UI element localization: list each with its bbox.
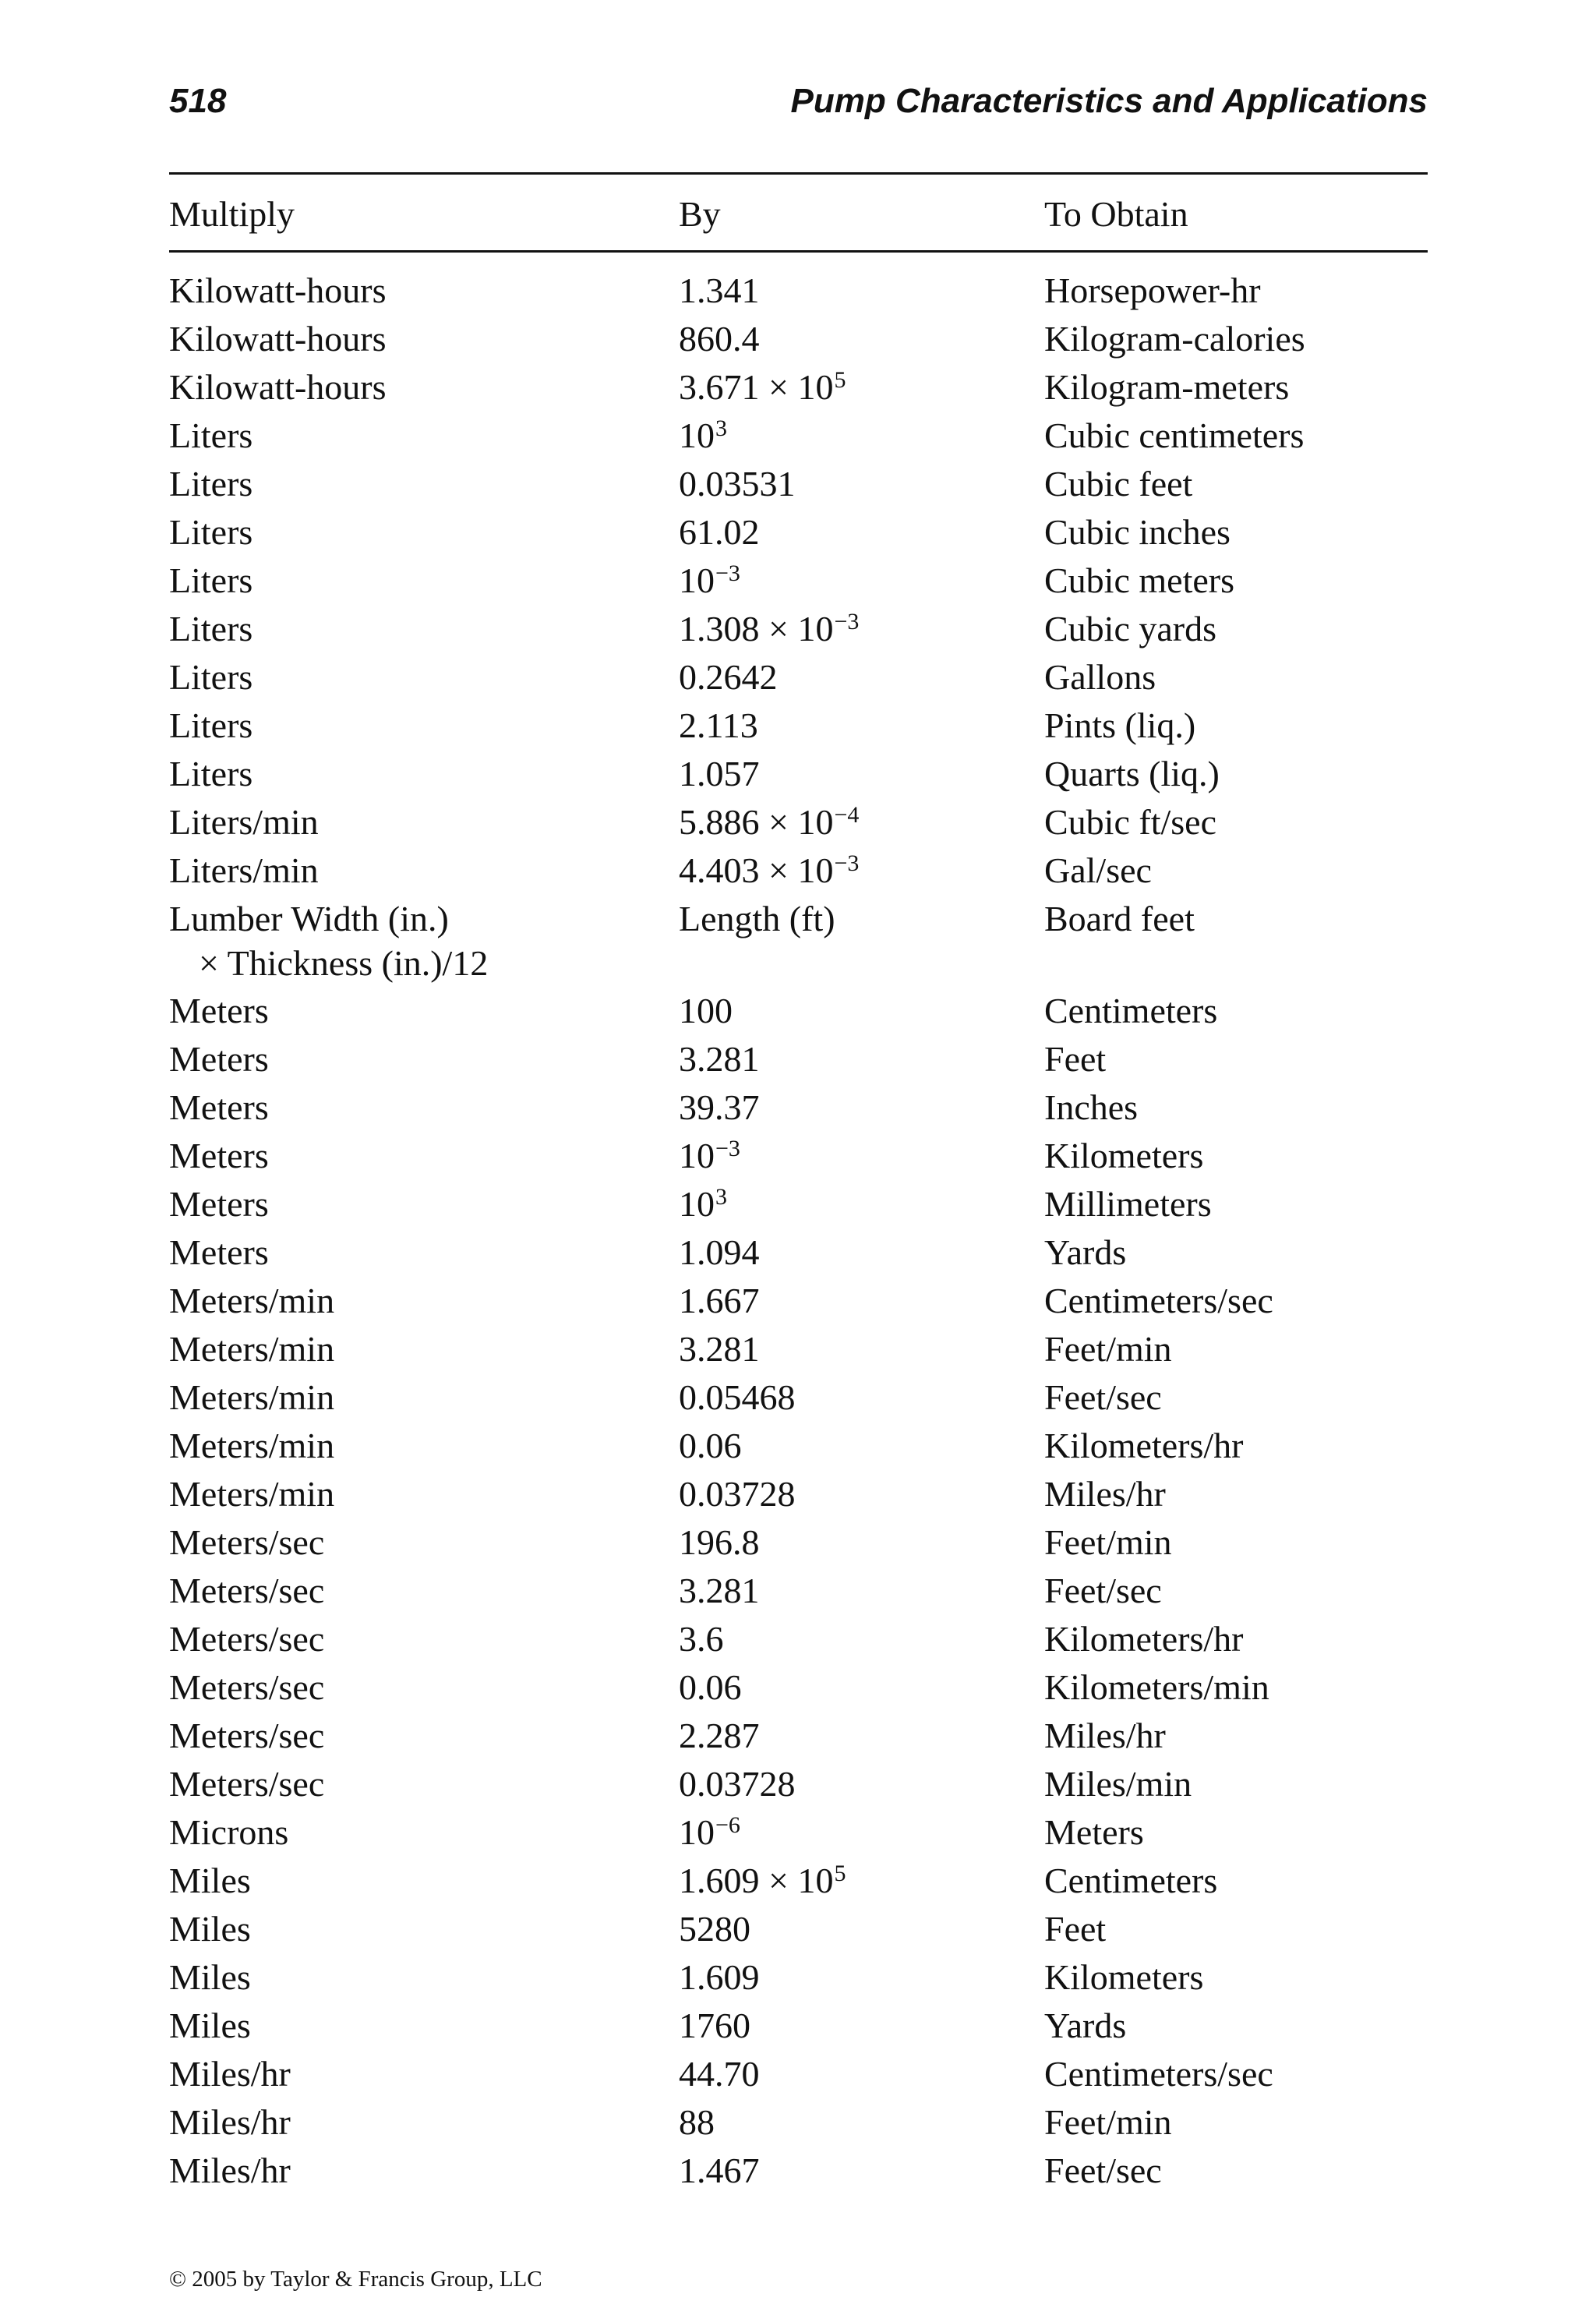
cell-to-obtain: Cubic inches xyxy=(1044,512,1231,552)
cell-to-obtain: Kilometers/hr xyxy=(1044,1619,1244,1659)
cell-multiply xyxy=(169,653,252,702)
factor-base: 10 xyxy=(679,560,715,600)
multiply-text: Meters/sec xyxy=(169,1571,325,1610)
factor-base: 10 xyxy=(679,1184,715,1224)
cell-multiply xyxy=(169,1325,334,1373)
factor-base: 10 xyxy=(679,415,715,455)
table-row xyxy=(0,412,1596,460)
multiply-text: Miles xyxy=(169,1957,251,1997)
factor-base: 3.281 xyxy=(679,1039,760,1079)
table-row xyxy=(0,1083,1596,1132)
table-row xyxy=(0,846,1596,895)
factor-base: 196.8 xyxy=(679,1522,760,1562)
cell-multiply xyxy=(169,557,252,605)
table-top-rule xyxy=(169,172,1428,175)
cell-multiply xyxy=(169,750,252,798)
cell-multiply xyxy=(169,1228,269,1277)
cell-multiply xyxy=(169,1663,324,1712)
table-row xyxy=(0,1470,1596,1518)
cell-multiply xyxy=(169,702,252,750)
cell-by xyxy=(679,2147,760,2195)
cell-to-obtain: Cubic centimeters xyxy=(1044,415,1305,455)
table-row xyxy=(0,508,1596,557)
factor-base: 1760 xyxy=(679,2006,750,2045)
cell-multiply xyxy=(169,605,252,653)
table-row xyxy=(0,557,1596,605)
cell-to-obtain: Horsepower-hr xyxy=(1044,270,1261,310)
multiply-text: Miles xyxy=(169,1909,251,1949)
table-row xyxy=(0,1953,1596,2002)
factor-base: 39.37 xyxy=(679,1087,760,1127)
cell-by xyxy=(679,1422,742,1470)
multiply-text: Meters xyxy=(169,1232,269,1272)
cell-multiply xyxy=(169,1470,334,1518)
factor-base: 3.281 xyxy=(679,1329,760,1369)
cell-multiply xyxy=(169,315,387,363)
cell-to-obtain: Centimeters/sec xyxy=(1044,2054,1273,2094)
table-row xyxy=(0,605,1596,653)
cell-by xyxy=(679,2050,760,2098)
cell-to-obtain: Feet/min xyxy=(1044,2102,1172,2142)
factor-base: 0.06 xyxy=(679,1426,742,1465)
factor-base: 2.113 xyxy=(679,705,758,745)
cell-by xyxy=(679,1905,750,1953)
multiply-text: Kilowatt-hours xyxy=(169,270,387,310)
cell-multiply xyxy=(169,1953,251,2002)
factor-exponent: −6 xyxy=(715,1812,740,1838)
cell-multiply xyxy=(169,1905,251,1953)
table-row xyxy=(0,1325,1596,1373)
multiply-text: Liters xyxy=(169,657,253,697)
factor-exponent: 5 xyxy=(834,367,846,393)
multiply-text: Liters xyxy=(169,415,253,455)
cell-multiply xyxy=(169,1760,324,1808)
table-row xyxy=(0,1180,1596,1228)
multiply-text: Meters/sec xyxy=(169,1716,325,1755)
cell-by xyxy=(679,1277,760,1325)
cell-multiply xyxy=(169,1277,334,1325)
cell-multiply xyxy=(169,1035,269,1083)
factor-base: 1.609 × 10 xyxy=(679,1861,834,1900)
table-row xyxy=(0,2002,1596,2050)
cell-multiply xyxy=(169,1857,251,1905)
cell-by xyxy=(679,1470,796,1518)
cell-to-obtain: Yards xyxy=(1044,1232,1127,1272)
cell-multiply xyxy=(169,896,606,985)
factor-base: 0.06 xyxy=(679,1667,742,1707)
multiply-text: Liters/min xyxy=(169,802,319,842)
cell-to-obtain: Kilogram-meters xyxy=(1044,367,1290,407)
cell-by xyxy=(679,1663,742,1712)
cell-by xyxy=(679,1325,760,1373)
multiply-text: Miles/hr xyxy=(169,2054,291,2094)
factor-base: 100 xyxy=(679,991,733,1030)
factor-exponent: −3 xyxy=(715,1136,740,1161)
multiply-text: Meters/min xyxy=(169,1426,335,1465)
factor-exponent: 3 xyxy=(715,1184,727,1210)
table-row xyxy=(0,750,1596,798)
cell-to-obtain: Cubic ft/sec xyxy=(1044,802,1216,842)
factor-base: 1.467 xyxy=(679,2151,760,2190)
cell-multiply xyxy=(169,1180,269,1228)
multiply-text: Meters/min xyxy=(169,1474,335,1514)
cell-by xyxy=(679,412,727,465)
cell-by xyxy=(679,1857,846,1910)
multiply-continuation: × Thickness (in.)/12 xyxy=(199,943,489,983)
cell-to-obtain: Kilometers xyxy=(1044,1957,1204,1997)
table-row xyxy=(0,798,1596,846)
column-header-to-obtain: To Obtain xyxy=(1044,194,1188,234)
table-row xyxy=(0,363,1596,412)
multiply-text: Meters xyxy=(169,1184,269,1224)
factor-base: 88 xyxy=(679,2102,715,2142)
cell-multiply xyxy=(169,460,252,508)
cell-multiply xyxy=(169,363,387,412)
cell-by xyxy=(679,1228,760,1277)
cell-to-obtain: Feet/min xyxy=(1044,1329,1172,1369)
cell-multiply xyxy=(169,1567,324,1615)
cell-by xyxy=(679,508,760,557)
factor-base: 1.308 × 10 xyxy=(679,609,834,649)
cell-to-obtain: Miles/hr xyxy=(1044,1474,1166,1514)
cell-by xyxy=(679,315,760,363)
factor-base: 61.02 xyxy=(679,512,760,552)
multiply-text: Meters/sec xyxy=(169,1764,325,1804)
cell-to-obtain: Kilometers xyxy=(1044,1136,1204,1175)
cell-to-obtain: Kilogram-calories xyxy=(1044,319,1305,359)
cell-by xyxy=(679,1083,760,1132)
table-row xyxy=(0,460,1596,508)
cell-multiply xyxy=(169,1615,324,1663)
multiply-text: Meters/sec xyxy=(169,1619,325,1659)
multiply-text: Meters xyxy=(169,1136,269,1175)
factor-exponent: 3 xyxy=(715,415,727,441)
factor-base: 10 xyxy=(679,1136,715,1175)
cell-by xyxy=(679,1035,760,1083)
cell-to-obtain: Feet/sec xyxy=(1044,1571,1162,1610)
cell-multiply xyxy=(169,846,319,895)
factor-base: 2.287 xyxy=(679,1716,760,1755)
multiply-text: Liters xyxy=(169,754,253,793)
multiply-text: Kilowatt-hours xyxy=(169,319,387,359)
multiply-text: Meters xyxy=(169,991,269,1030)
factor-base: 0.03728 xyxy=(679,1764,796,1804)
cell-to-obtain: Pints (liq.) xyxy=(1044,705,1196,745)
cell-multiply xyxy=(169,1422,334,1470)
multiply-text: Meters xyxy=(169,1039,269,1079)
cell-multiply xyxy=(169,1518,324,1567)
table-row xyxy=(0,315,1596,363)
factor-base: 0.05468 xyxy=(679,1377,796,1417)
cell-by xyxy=(679,1132,740,1185)
table-row xyxy=(0,1905,1596,1953)
cell-by xyxy=(679,653,778,702)
multiply-text: Liters xyxy=(169,560,253,600)
multiply-text: Liters xyxy=(169,512,253,552)
cell-to-obtain: Cubic feet xyxy=(1044,464,1193,504)
column-header-multiply: Multiply xyxy=(169,194,295,234)
multiply-text: Lumber Width (in.) xyxy=(169,899,449,938)
cell-to-obtain: Feet/sec xyxy=(1044,2151,1162,2190)
factor-exponent: −3 xyxy=(834,609,860,634)
multiply-text: Meters/sec xyxy=(169,1667,325,1707)
cell-to-obtain: Centimeters xyxy=(1044,991,1218,1030)
table-row xyxy=(0,1132,1596,1180)
cell-by xyxy=(679,1615,724,1663)
factor-base: 5280 xyxy=(679,1909,750,1949)
table-row xyxy=(0,2147,1596,2195)
cell-multiply xyxy=(169,2050,291,2098)
cell-to-obtain: Miles/min xyxy=(1044,1764,1192,1804)
cell-by xyxy=(679,1712,760,1760)
cell-to-obtain: Meters xyxy=(1044,1812,1144,1852)
cell-multiply xyxy=(169,798,319,846)
table-row xyxy=(0,1277,1596,1325)
table-row xyxy=(0,1228,1596,1277)
factor-base: 0.03531 xyxy=(679,464,796,504)
table-row xyxy=(0,1857,1596,1905)
cell-multiply xyxy=(169,1712,324,1760)
page-header xyxy=(169,78,1428,125)
cell-multiply xyxy=(169,267,387,315)
cell-by xyxy=(679,363,846,416)
cell-to-obtain: Centimeters xyxy=(1044,1861,1218,1900)
factor-base: 44.70 xyxy=(679,2054,760,2094)
cell-multiply xyxy=(169,412,252,460)
cell-by xyxy=(679,846,859,899)
cell-to-obtain: Feet xyxy=(1044,1909,1107,1949)
cell-by xyxy=(679,267,760,315)
cell-by xyxy=(679,702,758,750)
table-row xyxy=(0,895,1596,987)
cell-to-obtain: Inches xyxy=(1044,1087,1139,1127)
table-row xyxy=(0,2050,1596,2098)
cell-multiply xyxy=(169,2098,291,2147)
factor-exponent: −4 xyxy=(834,802,860,828)
cell-to-obtain: Kilometers/hr xyxy=(1044,1426,1244,1465)
factor-base: 3.671 × 10 xyxy=(679,367,834,407)
factor-exponent: 5 xyxy=(834,1861,846,1886)
cell-to-obtain: Miles/hr xyxy=(1044,1716,1166,1755)
factor-exponent: −3 xyxy=(834,850,860,876)
cell-to-obtain: Feet/sec xyxy=(1044,1377,1162,1417)
cell-to-obtain: Kilometers/min xyxy=(1044,1667,1269,1707)
multiply-text: Liters xyxy=(169,705,253,745)
factor-base: 1.667 xyxy=(679,1281,760,1320)
cell-to-obtain: Cubic yards xyxy=(1044,609,1217,649)
multiply-text: Liters/min xyxy=(169,850,319,890)
factor-base: 1.609 xyxy=(679,1957,760,1997)
cell-by xyxy=(679,557,740,610)
table-row xyxy=(0,1663,1596,1712)
page-number: 518 xyxy=(169,82,227,120)
cell-to-obtain: Centimeters/sec xyxy=(1044,1281,1273,1320)
cell-multiply xyxy=(169,2002,251,2050)
cell-to-obtain: Gallons xyxy=(1044,657,1156,697)
factor-base: 5.886 × 10 xyxy=(679,802,834,842)
cell-by xyxy=(679,1808,740,1861)
cell-to-obtain: Quarts (liq.) xyxy=(1044,754,1220,793)
table-row xyxy=(0,653,1596,702)
table-row xyxy=(0,987,1596,1035)
running-title: Pump Characteristics and Applications xyxy=(790,82,1428,120)
cell-multiply xyxy=(169,1373,334,1422)
cell-to-obtain: Feet/min xyxy=(1044,1522,1172,1562)
table-row xyxy=(0,1712,1596,1760)
column-header-by: By xyxy=(679,194,721,234)
factor-base: 3.281 xyxy=(679,1571,760,1610)
factor-base: 3.6 xyxy=(679,1619,724,1659)
multiply-text: Liters xyxy=(169,609,253,649)
multiply-text: Miles/hr xyxy=(169,2102,291,2142)
cell-by xyxy=(679,1567,760,1615)
cell-to-obtain: Gal/sec xyxy=(1044,850,1152,890)
cell-by xyxy=(679,1373,796,1422)
cell-by xyxy=(679,1953,760,2002)
table-row xyxy=(0,2098,1596,2147)
multiply-text: Kilowatt-hours xyxy=(169,367,387,407)
table-row xyxy=(0,1808,1596,1857)
table-row xyxy=(0,1035,1596,1083)
cell-by xyxy=(679,2098,715,2147)
factor-base: 1.341 xyxy=(679,270,760,310)
multiply-text: Microns xyxy=(169,1812,289,1852)
cell-by xyxy=(679,605,859,658)
cell-by xyxy=(679,798,859,851)
factor-base: 1.057 xyxy=(679,754,760,793)
cell-multiply xyxy=(169,1808,288,1857)
multiply-text: Meters/min xyxy=(169,1377,335,1417)
table-row xyxy=(0,1373,1596,1422)
table-row xyxy=(0,702,1596,750)
factor-exponent: −3 xyxy=(715,560,740,586)
cell-by xyxy=(679,1760,796,1808)
cell-to-obtain: Board feet xyxy=(1044,899,1195,938)
multiply-text: Meters/sec xyxy=(169,1522,325,1562)
multiply-text: Meters/min xyxy=(169,1281,335,1320)
cell-by xyxy=(679,2002,750,2050)
cell-multiply xyxy=(169,1083,269,1132)
cell-to-obtain: Yards xyxy=(1044,2006,1127,2045)
factor-base: 4.403 × 10 xyxy=(679,850,834,890)
table-row xyxy=(0,1760,1596,1808)
cell-to-obtain: Millimeters xyxy=(1044,1184,1212,1224)
multiply-text: Liters xyxy=(169,464,253,504)
multiply-text: Meters/min xyxy=(169,1329,335,1369)
cell-multiply xyxy=(169,508,252,557)
cell-multiply xyxy=(169,2147,291,2195)
table-row xyxy=(0,1567,1596,1615)
factor-base: 0.2642 xyxy=(679,657,778,697)
table-row xyxy=(0,1422,1596,1470)
conversion-table-body xyxy=(0,267,1596,2195)
cell-multiply xyxy=(169,1132,269,1180)
table-row xyxy=(0,1615,1596,1663)
multiply-text: Miles xyxy=(169,2006,251,2045)
table-row xyxy=(0,1518,1596,1567)
factor-base: 0.03728 xyxy=(679,1474,796,1514)
multiply-text: Miles xyxy=(169,1861,251,1900)
factor-base: 1.094 xyxy=(679,1232,760,1272)
cell-to-obtain: Feet xyxy=(1044,1039,1107,1079)
cell-by xyxy=(679,460,796,508)
factor-base: 10 xyxy=(679,1812,715,1852)
copyright-footer: © 2005 by Taylor & Francis Group, LLC xyxy=(169,2267,542,2292)
cell-by xyxy=(679,750,760,798)
factor-base: Length (ft) xyxy=(679,899,835,938)
cell-by xyxy=(679,1518,760,1567)
table-header-rule xyxy=(169,250,1428,253)
table-row xyxy=(0,267,1596,315)
cell-by xyxy=(679,987,733,1035)
factor-base: 860.4 xyxy=(679,319,760,359)
cell-by xyxy=(679,1180,727,1233)
multiply-text: Meters xyxy=(169,1087,269,1127)
cell-to-obtain: Cubic meters xyxy=(1044,560,1234,600)
cell-multiply xyxy=(169,987,269,1035)
multiply-text: Miles/hr xyxy=(169,2151,291,2190)
cell-by xyxy=(679,895,835,943)
